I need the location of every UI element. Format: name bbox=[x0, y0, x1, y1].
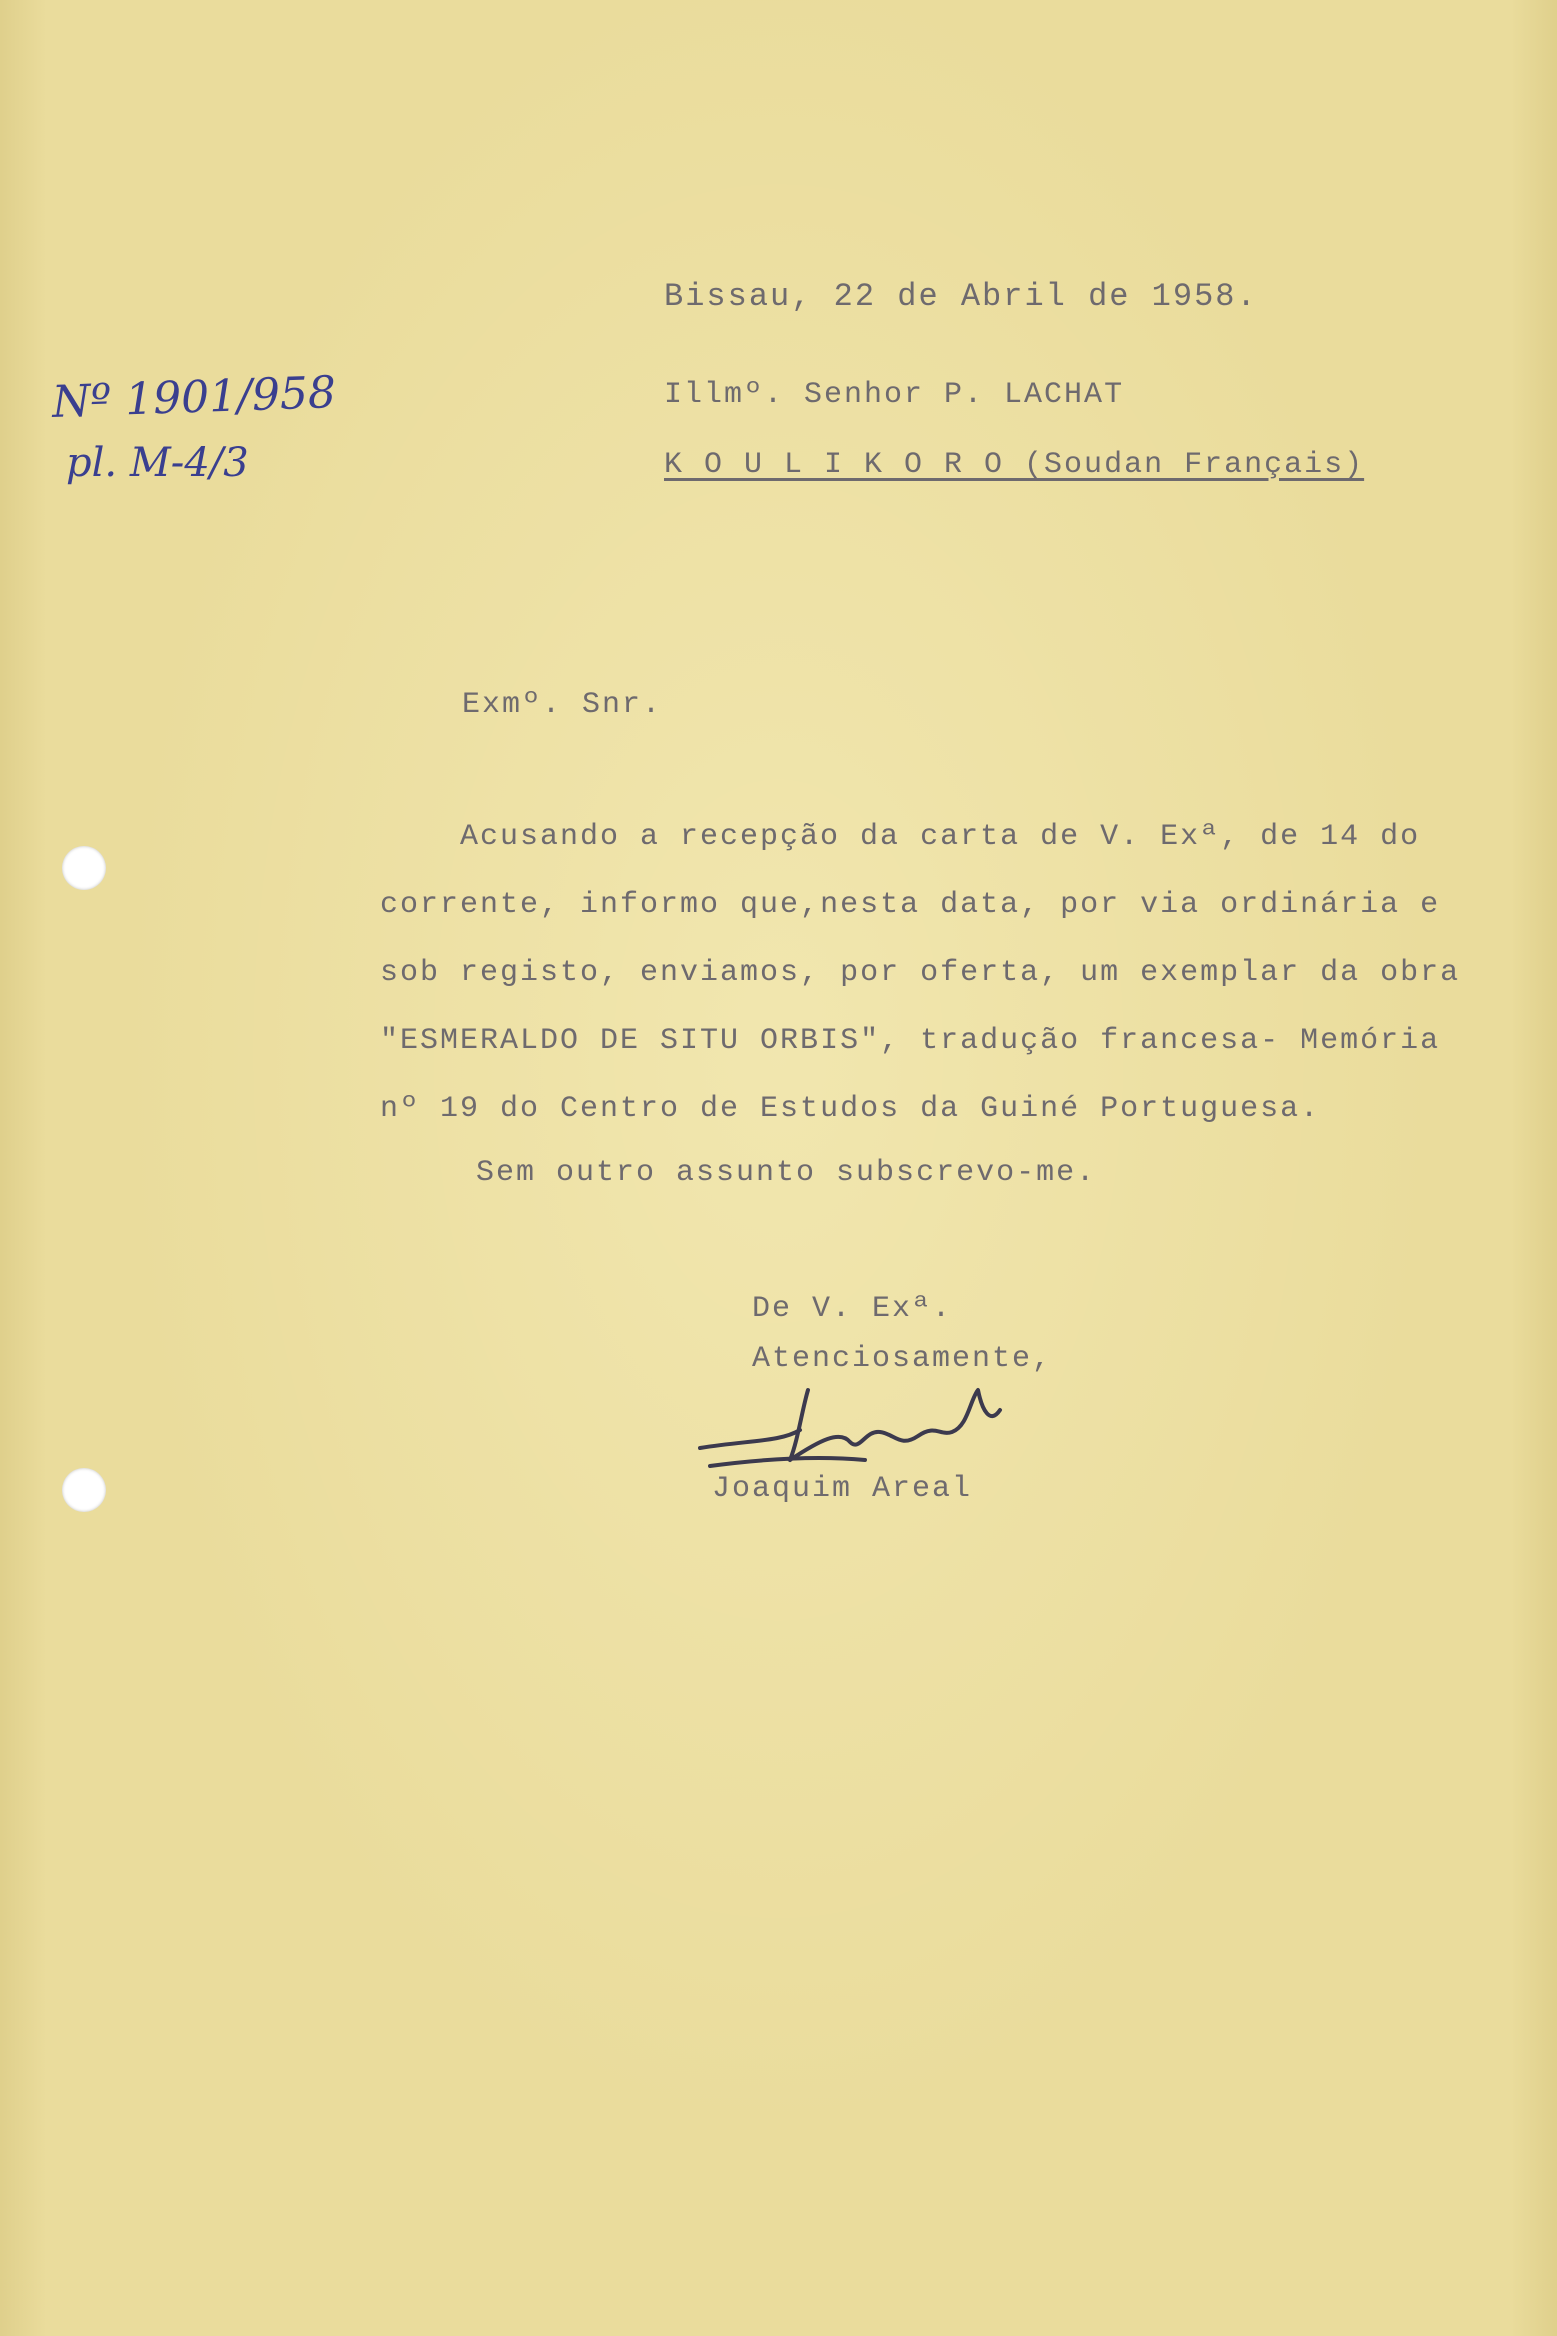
punch-hole-top bbox=[62, 846, 106, 890]
body-line-4: "ESMERALDO DE SITU ORBIS", tradução francesa- Memória bbox=[380, 1024, 1441, 1058]
body-line-5: nº 19 do Centro de Estudos da Guiné Portuguesa. bbox=[380, 1092, 1321, 1126]
salutation: Exmº. Snr. bbox=[462, 688, 663, 722]
file-code-annotation bbox=[66, 440, 249, 486]
file-code-value: M-4/3 bbox=[129, 440, 249, 486]
file-code-scribble: pl. bbox=[66, 440, 118, 486]
valediction-2: Atenciosamente, bbox=[752, 1342, 1053, 1376]
body-line-1: Acusando a recepção da carta de V. Exª, de 14 do bbox=[460, 820, 1421, 854]
handwritten-signature bbox=[690, 1370, 1020, 1480]
addressee-line: Illmº. Senhor P. LACHAT bbox=[664, 378, 1125, 412]
reference-number-annotation: Nº 1901/958 bbox=[51, 367, 337, 428]
signatory-name: Joaquim Areal bbox=[712, 1472, 973, 1506]
body-line-2: corrente, informo que,nesta data, por via ordinária e bbox=[380, 888, 1441, 922]
closing-line: Sem outro assunto subscrevo-me. bbox=[476, 1156, 1097, 1190]
place-date: Bissau, 22 de Abril de 1958. bbox=[664, 278, 1258, 315]
punch-hole-bottom bbox=[62, 1468, 106, 1512]
addressee-location: K O U L I K O R O (Soudan Français) bbox=[664, 448, 1365, 482]
body-line-3: sob registo, enviamos, por oferta, um exemplar da obra bbox=[380, 956, 1461, 990]
valediction-1: De V. Exª. bbox=[752, 1292, 953, 1326]
